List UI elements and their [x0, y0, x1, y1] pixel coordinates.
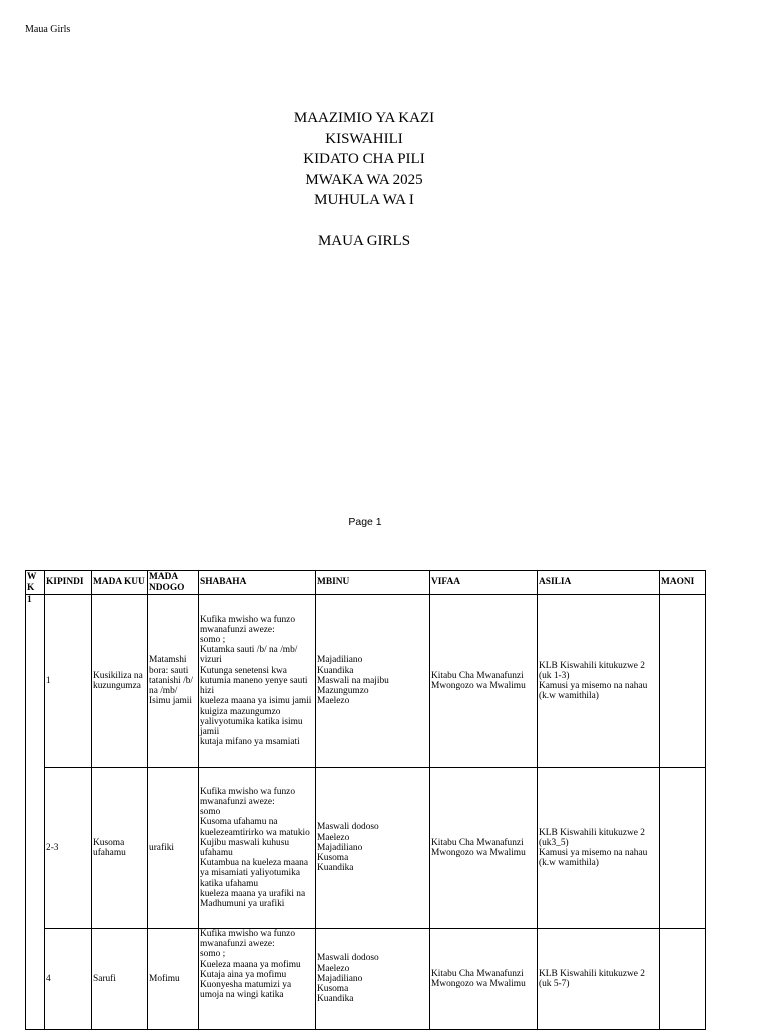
- running-header: Maua Girls: [25, 24, 71, 35]
- header-mada-kuu: MADA KUU: [92, 571, 148, 595]
- shabaha-line: Kufika mwisho wa funzo mwanafunzi aweze:: [200, 786, 296, 807]
- mbinu-line: Majadiliano: [317, 655, 363, 666]
- shabaha-line: kueleza maana ya urafiki na Madhumuni ya urafiki: [200, 888, 306, 910]
- asilia-line: KLB Kiswahili kitukuzwe 2: [539, 968, 645, 979]
- maoni-cell: [660, 929, 706, 1030]
- mbinu-line: Kuandika: [317, 665, 354, 676]
- vifaa-cell: [430, 595, 538, 768]
- header-mada-ndogo: MADA NDOGO: [148, 571, 199, 595]
- week-cell: 1: [26, 595, 45, 1030]
- shabaha-line: Kusoma ufahamu na kuelezeamtirirko wa matukio: [200, 817, 310, 838]
- asilia-cell: [538, 595, 660, 768]
- asilia-line: Kamusi ya misemo na nahau (k.w wamithila): [539, 681, 648, 702]
- vifaa-line: Mwongozo wa Mwalimu: [431, 848, 526, 858]
- title-line: KISWAHILI: [325, 130, 403, 147]
- scheme-of-work-table: [25, 570, 706, 1030]
- vifaa-cell: [430, 929, 538, 1030]
- shabaha-line: Kufika mwisho wa funzo mwanafunzi aweze:: [200, 614, 296, 635]
- shabaha-cell: [199, 768, 316, 929]
- header-wk: WK: [26, 571, 45, 595]
- header-vifaa: VIFAA: [430, 571, 538, 595]
- document-title-block: [0, 108, 728, 251]
- shabaha-line: Kujibu maswali kuhusu ufahamu: [200, 837, 290, 858]
- shabaha-cell: [199, 929, 316, 1030]
- header-asilia: ASILIA: [538, 571, 660, 595]
- mada-kuu-cell: Kusoma ufahamu: [92, 768, 148, 929]
- shabaha-line: Kutaja aina ya mofimu: [200, 969, 287, 980]
- mbinu-cell: [316, 929, 430, 1030]
- mbinu-line: Kuandika: [317, 994, 354, 1005]
- shabaha-line: Kutunga senetensi kwa kutumia maneno yenye sauti hizi: [200, 665, 308, 697]
- shabaha-line: somo ;: [200, 635, 226, 646]
- mada-kuu-cell: Sarufi: [92, 929, 148, 1030]
- header-shabaha: SHABAHA: [199, 571, 316, 595]
- maoni-cell: [660, 595, 706, 768]
- mbinu-cell: [316, 595, 430, 768]
- table-header-row: [26, 571, 706, 595]
- kipindi-cell: 1: [45, 595, 92, 768]
- asilia-line: KLB Kiswahili kitukuzwe 2: [539, 827, 645, 838]
- mada-ndogo-cell: Mofimu: [148, 929, 199, 1030]
- table-row: [26, 595, 706, 768]
- vifaa-line: Kitabu Cha Mwanafunzi: [431, 837, 524, 848]
- vifaa-line: Kitabu Cha Mwanafunzi: [431, 968, 524, 979]
- mada-ndogo-cell: urafiki: [148, 768, 199, 929]
- mbinu-line: Maswali dodoso: [317, 822, 379, 833]
- asilia-line: (uk 5-7): [539, 979, 570, 989]
- mbinu-line: Maelezo: [317, 963, 350, 974]
- header-maoni: MAONI: [660, 571, 706, 595]
- vifaa-line: Mwongozo wa Mwalimu: [431, 979, 526, 989]
- asilia-line: Kamusi ya misemo na nahau (k.w wamithila): [539, 848, 648, 869]
- mbinu-line: Kuandika: [317, 863, 354, 874]
- kipindi-cell: 2-3: [45, 768, 92, 929]
- mbinu-cell: [316, 768, 430, 929]
- asilia-cell: [538, 768, 660, 929]
- shabaha-cell: [199, 595, 316, 768]
- school-name: MAUA GIRLS: [317, 232, 411, 249]
- shabaha-line: Kutamka sauti /b/ na /mb/ vizuri: [200, 645, 298, 666]
- mbinu-line: Maswali dodoso: [317, 953, 379, 964]
- mbinu-line: Kusoma: [317, 984, 349, 995]
- table-row: [26, 768, 706, 929]
- asilia-line: (uk 1-3): [539, 670, 570, 681]
- header-kipindi: KIPINDI: [45, 571, 92, 595]
- mada-kuu-cell: Kusikiliza na kuzungumza: [92, 595, 148, 768]
- shabaha-line: kueleza maana ya isimu jamii: [200, 696, 312, 707]
- shabaha-line: Kueleza maana ya mofimu: [200, 959, 301, 970]
- mbinu-line: Majadiliano: [317, 842, 363, 853]
- title-line: KIDATO CHA PILI: [303, 151, 425, 167]
- mbinu-line: Maelezo: [317, 832, 350, 843]
- shabaha-line: Kufika mwisho wa funzo mwanafunzi aweze:: [200, 929, 296, 950]
- shabaha-line: Kuonyesha matumizi ya umoja na wingi katika: [200, 980, 292, 1001]
- shabaha-line: kutaja mifano ya msamiati: [200, 737, 300, 748]
- vifaa-line: Mwongozo wa Mwalimu: [431, 681, 526, 691]
- title-line: MAAZIMIO YA KAZI: [293, 110, 435, 126]
- shabaha-line: kuigiza mazungumzo yalivyotumika katika isimu jamii: [200, 706, 303, 737]
- kipindi-cell: 4: [45, 929, 92, 1030]
- shabaha-line: Kutambua na kueleza maana ya misamiati yaliyotumika katika ufahamu: [200, 858, 309, 889]
- mbinu-line: Maelezo: [317, 696, 350, 707]
- asilia-line: KLB Kiswahili kitukuzwe 2: [539, 660, 645, 671]
- vifaa-cell: [430, 768, 538, 929]
- mada-ndogo-cell: Matamshi bora: sauti tatanishi /b/ na /mb/ Isimu jamii: [148, 595, 199, 768]
- shabaha-line: somo ;: [200, 949, 226, 960]
- header-mbinu: MBINU: [316, 571, 430, 595]
- shabaha-line: somo: [200, 807, 221, 818]
- page-number: Page 1: [348, 516, 382, 528]
- maoni-cell: [660, 768, 706, 929]
- table-row: [26, 929, 706, 1030]
- asilia-line: (uk3_5): [539, 837, 569, 848]
- mbinu-line: Majadiliano: [317, 973, 363, 984]
- title-line: MUHULA WA I: [314, 192, 414, 208]
- mbinu-line: Maswali na majibu: [317, 675, 389, 686]
- mbinu-line: Kusoma: [317, 853, 349, 864]
- mbinu-line: Mazungumzo: [317, 686, 369, 697]
- title-line: MWAKA WA 2025: [305, 171, 423, 188]
- asilia-cell: [538, 929, 660, 1030]
- vifaa-line: Kitabu Cha Mwanafunzi: [431, 670, 524, 681]
